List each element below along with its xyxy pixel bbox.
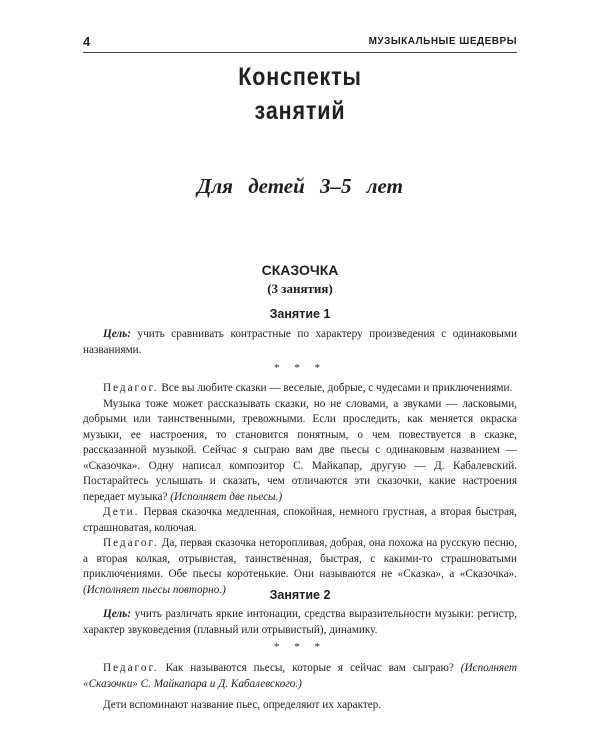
separator-stars: * * * <box>274 641 326 653</box>
story-title: СКАЗОЧКА <box>261 262 339 278</box>
lesson-1-title: Занятие 1 <box>269 307 331 321</box>
paragraph <box>83 381 517 397</box>
goal-text: учить различать яркие интонации, средства выразительности музыки: регистр, характер звуковедения (плавный или отрывистый), динамику. <box>83 608 517 636</box>
goal-label: Цель: <box>103 608 131 620</box>
running-title: МУЗЫКАЛЬНЫЕ ШЕДЕВРЫ <box>368 36 517 47</box>
paragraph <box>83 698 517 714</box>
lesson-2-title: Занятие 2 <box>269 588 331 602</box>
paragraph <box>83 397 517 506</box>
age-group-heading: Для детей 3–5 лет <box>197 174 403 198</box>
speaker-label: Дети. <box>103 506 140 518</box>
speaker-label: Педагог. <box>103 382 159 394</box>
lesson-1-goal <box>83 327 517 358</box>
goal-label: Цель: <box>103 328 131 340</box>
paragraph-text: Музыка тоже может рассказывать сказки, но не словами, а звуками — ласковыми, добрыми или таинственными, тревожными. Если проследить, как меняется окраска музыки, ее настроения, то становится понятным, о чем повествуется в сказке, рассказанной музыкой. Сейчас я сыграю вам две пьесы с одинаковым названием — «Сказочка». Одну написал композитор С. Майкапар, другую — Д. Кабалевский. Постарайтесь услышать и сказать, чем отличаются эти сказочки, какие настроения передает музыка? <box>83 397 517 503</box>
paragraph-text: Дети вспоминают название пьес, определяют их характер. <box>103 699 382 711</box>
lesson-1-dialogue <box>83 381 517 598</box>
stage-direction: (Исполняет пьесы повторно.) <box>83 583 226 596</box>
stage-direction: (Исполняет «Сказочки» С. Майкапара и Д. Кабалевского.) <box>83 662 518 690</box>
paragraph-text: Первая сказочка медленная, спокойная, немного грустная, а вторая быстрая, страшноватая, колючая. <box>83 506 517 534</box>
speaker-label: Педагог. <box>103 537 159 549</box>
page-number: 4 <box>83 34 91 49</box>
speaker-label: Педагог. <box>103 662 159 674</box>
lesson-2-dialogue <box>83 661 517 714</box>
chapter-title-line-1: Конспекты <box>238 63 362 91</box>
paragraph-text: Как называются пьесы, которые я сейчас вам сыграю? <box>158 662 454 674</box>
paragraph-text: Да, первая сказочка неторопливая, добрая, она похожа на русскую песню, а вторая колкая, отрывистая, таинственная, быстрая, с какими-то страшноватыми приключениями. Обе пьесы коротенькие. Они называются не «Сказка», а «Сказочка». <box>83 537 517 580</box>
lesson-2-goal <box>83 607 517 638</box>
paragraph-text: Все вы любите сказки — веселые, добрые, с чудесами и приключениями. <box>158 382 513 394</box>
chapter-title <box>42 60 558 128</box>
paragraph <box>83 661 517 692</box>
stage-direction: (Исполняет две пьесы.) <box>170 490 283 503</box>
paragraph <box>83 505 517 536</box>
chapter-title-line-2: занятий <box>254 97 346 125</box>
story-subtitle: (3 занятия) <box>267 281 333 296</box>
goal-text: учить сравнивать контрастные по характеру произведения с одинаковыми названиями. <box>83 328 517 356</box>
separator-stars: * * * <box>274 362 326 374</box>
page-header <box>83 34 517 53</box>
